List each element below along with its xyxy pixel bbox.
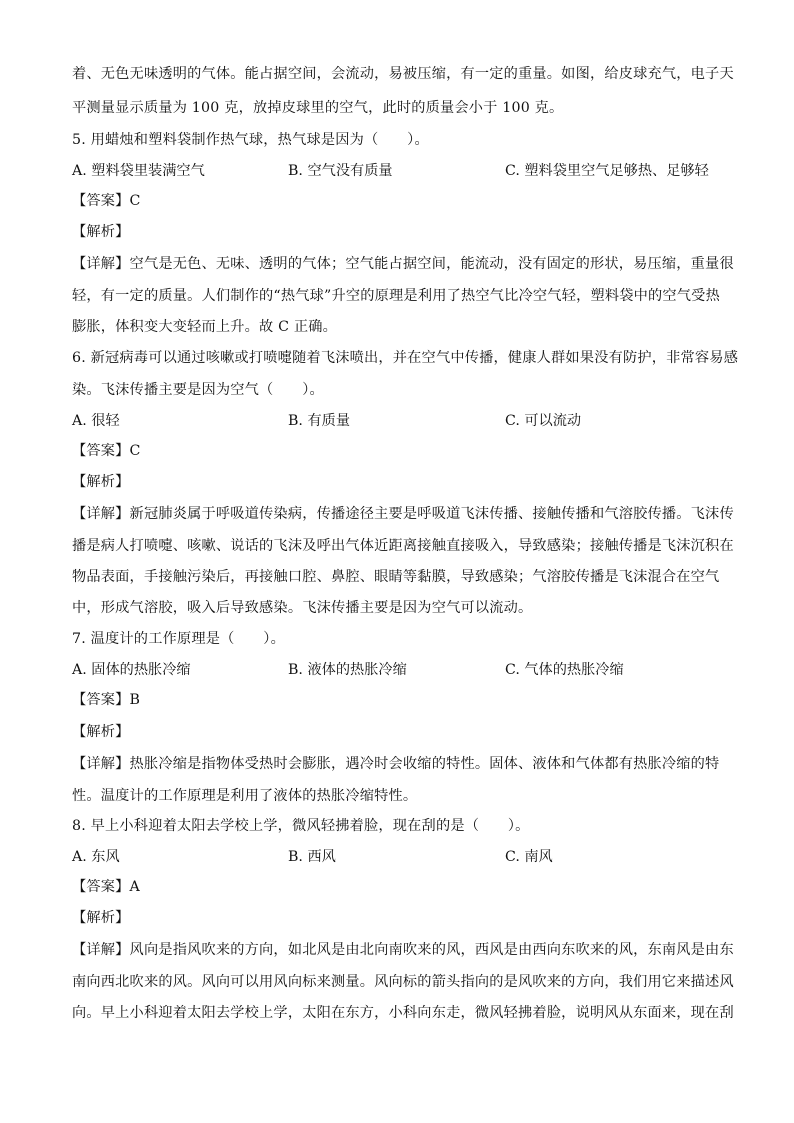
- q8-detail-line-2: 南向西北吹来的风。风向可以用风向标来测量。风向标的箭头指向的是风吹来的方向，我们用它来描述风: [72, 974, 734, 990]
- q5-detail-line-3: 膨胀，体积变大变轻而上升。故 C 正确。: [72, 319, 338, 335]
- q7-detail-line-1: 【详解】热胀冷缩是指物体受热时会膨胀，遇冷时会收缩的特性。固体、液体和气体都有热胀冷缩的特: [72, 756, 720, 772]
- q6-detail-line-2: 播是病人打喷嚏、咳嗽、说话的飞沫及呼出气体近距离接触直接吸入，导致感染；接触传播是飞沫沉积在: [72, 538, 734, 554]
- q7-option-c: C. 气体的热胀冷缩: [505, 662, 624, 678]
- intro-line-1: 着、无色无味透明的气体。能占据空间，会流动，易被压缩，有一定的重量。如图，给皮球充气，电子天: [72, 66, 734, 82]
- q5-question: 5. 用蜡烛和塑料袋制作热气球，热气球是因为（ ）。: [72, 132, 429, 148]
- q6-detail-line-4: 中，形成气溶胶，吸入后导致感染。飞沫传播主要是因为空气可以流动。: [72, 600, 533, 616]
- intro-line-2: 平测量显示质量为 100 克，放掉皮球里的空气，此时的质量会小于 100 克。: [72, 100, 564, 116]
- q8-option-a: A. 东风: [72, 849, 120, 865]
- q7-analysis-label: 【解析】: [72, 724, 130, 740]
- q7-question: 7. 温度计的工作原理是（ ）。: [72, 631, 285, 647]
- q8-option-b: B. 西风: [288, 849, 336, 865]
- q5-option-c: C. 塑料袋里空气足够热、足够轻: [505, 163, 709, 179]
- q8-question: 8. 早上小科迎着太阳去学校上学，微风轻拂着脸，现在刮的是（ ）。: [72, 818, 530, 834]
- q6-answer: 【答案】C: [72, 443, 141, 459]
- q5-answer: 【答案】C: [72, 193, 141, 209]
- q5-option-a: A. 塑料袋里装满空气: [72, 163, 205, 179]
- q6-detail-line-3: 物品表面，手接触污染后，再接触口腔、鼻腔、眼睛等黏膜，导致感染；气溶胶传播是飞沫混合在空气: [72, 569, 720, 585]
- q6-option-b: B. 有质量: [288, 413, 351, 429]
- q6-option-a: A. 很轻: [72, 413, 120, 429]
- q7-option-a: A. 固体的热胀冷缩: [72, 662, 191, 678]
- q7-answer: 【答案】B: [72, 692, 141, 708]
- q5-analysis-label: 【解析】: [72, 224, 130, 240]
- q8-analysis-label: 【解析】: [72, 910, 130, 926]
- q7-option-b: B. 液体的热胀冷缩: [288, 662, 407, 678]
- q5-detail-line-2: 轻，有一定的质量。人们制作的“热气球”升空的原理是利用了热空气比冷空气轻，塑料袋中的空气受热: [72, 288, 720, 304]
- q7-detail-line-2: 性。温度计的工作原理是利用了液体的热胀冷缩特性。: [72, 788, 418, 804]
- q6-question-line-1: 6. 新冠病毒可以通过咳嗽或打喷嚏随着飞沫喷出，并在空气中传播，健康人群如果没有防护，非常容易感: [72, 350, 739, 366]
- q6-option-c: C. 可以流动: [505, 413, 582, 429]
- q5-option-b: B. 空气没有质量: [288, 163, 393, 179]
- q8-answer: 【答案】A: [72, 879, 140, 895]
- q8-option-c: C. 南风: [505, 849, 553, 865]
- q8-detail-line-1: 【详解】风向是指风吹来的方向，如北风是由北向南吹来的风，西风是由西向东吹来的风，东南风是由东: [72, 942, 734, 958]
- q6-question-line-2: 染。飞沫传播主要是因为空气（ ）。: [72, 382, 324, 398]
- q5-detail-line-1: 【详解】空气是无色、无味、透明的气体；空气能占据空间，能流动，没有固定的形状，易压缩，重量很: [72, 256, 734, 272]
- q6-analysis-label: 【解析】: [72, 474, 130, 490]
- q6-detail-line-1: 【详解】新冠肺炎属于呼吸道传染病，传播途径主要是呼吸道飞沫传播、接触传播和气溶胶传播。飞沫传: [72, 506, 734, 522]
- q8-detail-line-3: 向。早上小科迎着太阳去学校上学，太阳在东方，小科向东走，微风轻拂着脸，说明风从东面来，现在刮: [72, 1005, 734, 1021]
